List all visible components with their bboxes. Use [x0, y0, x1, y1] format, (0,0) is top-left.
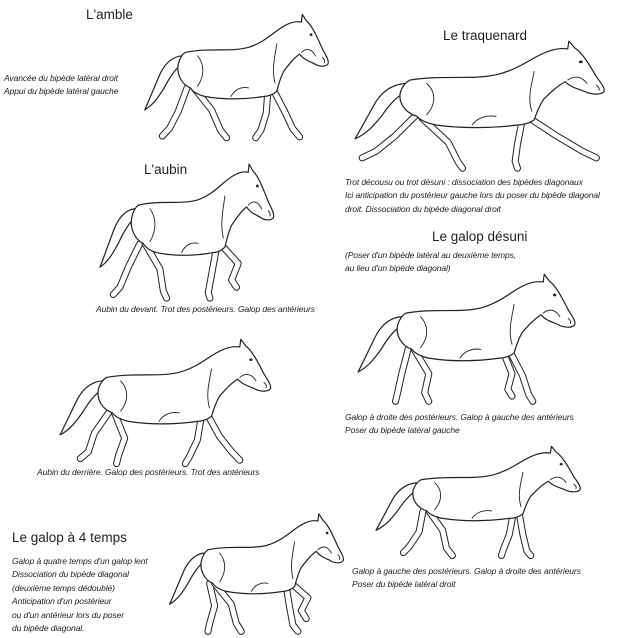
caption-line: Aubin du devant. Trot des postérieurs. Galop des antérieurs	[96, 304, 315, 314]
caption-line: (Poser d'un bipède latéral au deuxième temps,	[345, 250, 517, 260]
horse-aubin-derriere	[60, 339, 271, 463]
caption-galop-4-temps	[12, 555, 148, 635]
leg-far-hind-fill	[396, 349, 408, 401]
note-galop-desuni	[345, 249, 516, 276]
caption-line: Poser du bipède latéral gauche	[345, 425, 460, 436]
title-aubin: L'aubin	[144, 162, 188, 177]
caption-line: Appui du bipède latéral gauche	[4, 86, 119, 97]
caption-line: ou d'un antérieur lors du poser	[12, 609, 124, 620]
leg-far-hind-fill	[113, 243, 140, 294]
horse-galop-desuni	[358, 274, 575, 401]
title-amble: L'amble	[86, 7, 133, 22]
caption-traquenard	[345, 176, 600, 216]
horse-body	[358, 274, 575, 372]
title-galop-4-temps: Le galop à 4 temps	[12, 530, 127, 545]
caption-line: Anticipation d'un postérieur	[12, 596, 112, 607]
horse-body	[100, 164, 274, 267]
horse-amble	[145, 14, 329, 137]
caption-line: Aubin du derrière. Galop des postérieurs. Trot des antérieurs	[37, 467, 260, 477]
caption-amble	[4, 72, 118, 99]
horse-traquenard	[355, 41, 604, 168]
horse-body	[376, 446, 580, 530]
caption-line: Galop à droite des postérieurs. Galop à gauche des antérieurs	[345, 412, 574, 422]
caption-aubin-derriere	[37, 466, 259, 479]
horse-body	[60, 339, 271, 434]
caption-line: Galop à quatre temps d'un galop lent	[12, 556, 148, 566]
caption-line: Poser du bipède latéral droit	[352, 579, 456, 590]
leg-far-fore-fill	[501, 514, 513, 556]
title-traquenard: Le traquenard	[443, 28, 528, 43]
leg-far-fore-fill	[515, 120, 522, 168]
caption-line: Dissociation du bipède diagonal	[12, 569, 129, 580]
horse-galop-gauche-posterieurs	[376, 446, 580, 555]
caption-aubin-devant	[96, 303, 315, 316]
caption-line: au lieu d'un bipède diagonal)	[345, 263, 451, 274]
horse-body	[170, 514, 344, 604]
caption-line: Galop à gauche des postérieurs. Galop à droite des antérieurs	[352, 566, 581, 576]
caption-galop-gauche-posterieurs	[352, 565, 581, 592]
horse-body	[145, 14, 329, 109]
horse-body	[355, 41, 604, 139]
caption-line: (deuxième temps dédoublé)	[12, 582, 115, 593]
horse-aubin-devant	[100, 164, 274, 298]
title-galop-desuni: Le galop désuni	[432, 229, 528, 244]
caption-galop-droite-posterieurs	[345, 411, 574, 438]
horse-galop-4-temps	[170, 514, 344, 632]
caption-line: Ici anticipation du postérieur gauche lors du poser du bipède diagonal	[345, 190, 600, 201]
caption-line: du bipède diagonal.	[12, 622, 85, 633]
leg-near-fore-fill	[273, 90, 299, 137]
caption-line: Avancée du bipède latéral droit	[4, 73, 118, 83]
caption-line: Trot décousu ou trot désuni : dissociation des bipèdes diagonaux	[345, 177, 583, 187]
caption-line: droit. Dissociation du bipède diagonal droit	[345, 203, 501, 214]
leg-near-fore-fill	[529, 118, 596, 158]
